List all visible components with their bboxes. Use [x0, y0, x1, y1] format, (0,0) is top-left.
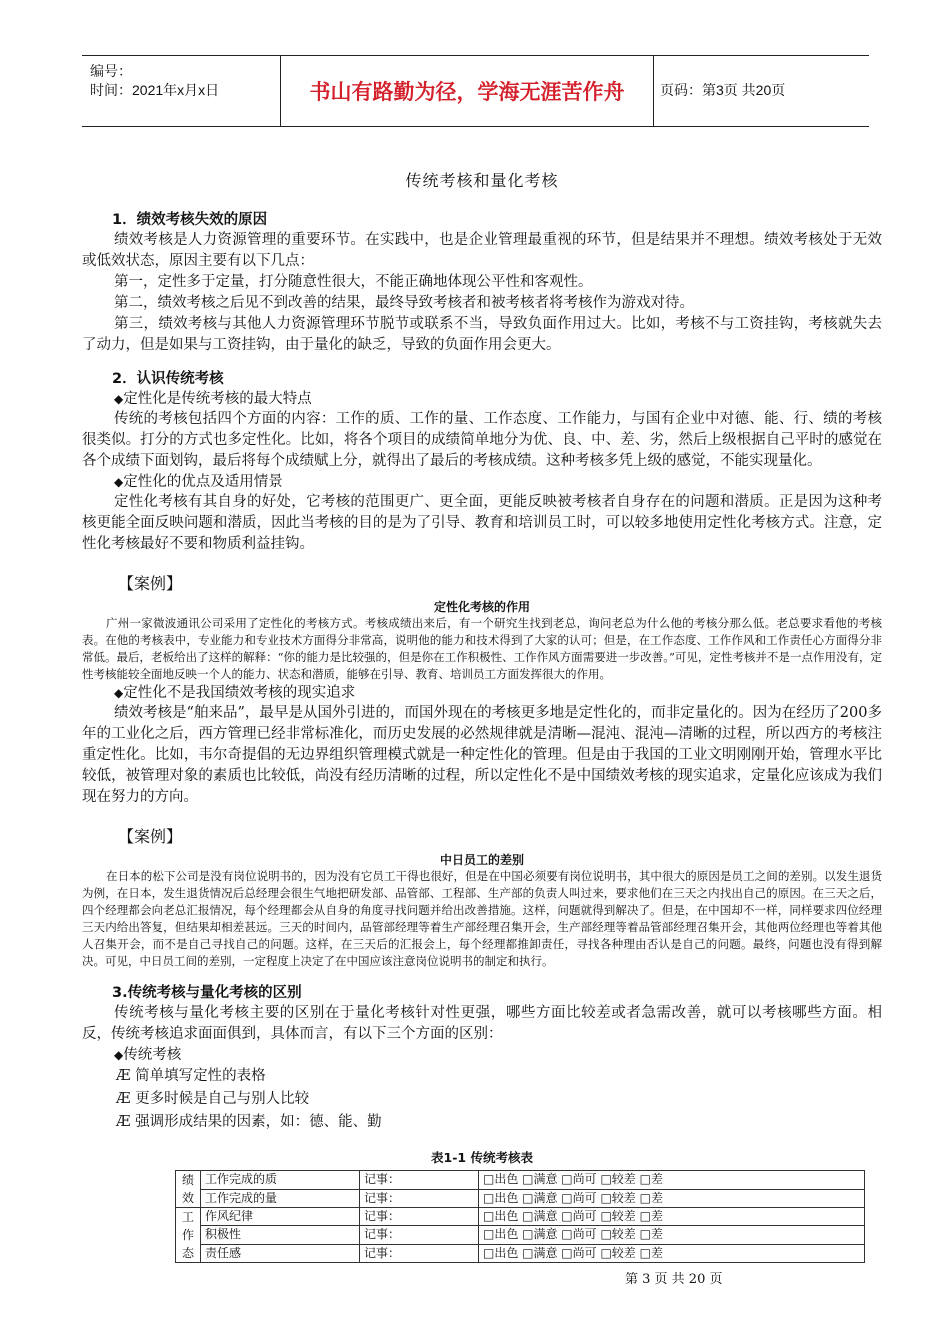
- note-cell: 记事：: [360, 1208, 479, 1226]
- item-cell: 工作完成的质: [201, 1171, 360, 1190]
- rating-cell: □出色 □满意 □尚可 □较差 □差: [479, 1171, 865, 1190]
- item-cell: 积极性: [201, 1226, 360, 1244]
- group-label: 绩效: [176, 1171, 201, 1208]
- section-2-paragraph: 传统的考核包括四个方面的内容：工作的质、工作的量、工作态度、工作能力，与国有企业中对德、能、行、绩的考核很类似。打分的方式也多定性化。比如，将各个项目的成绩简单地分为优、良、中、差、劣，然后上级根据自己平时的感觉在各个成绩下面划钩，最后将每个成绩赋上分，就得出了最后的考核成绩。这种考核多凭上级的感觉，不能实现量化。: [82, 411, 882, 469]
- table-row: [176, 1226, 865, 1244]
- bullet-item: ◆定性化的优点及适用情景: [114, 474, 283, 490]
- number-label: 编号：: [90, 63, 132, 79]
- document-body: [82, 168, 882, 1263]
- header-motto: 书山有路勤为径，学海无涯苦作舟: [280, 56, 654, 126]
- bullet-item: ◆定性化是传统考核的最大特点: [114, 391, 312, 407]
- table-caption: 表1-1 传统考核表: [431, 1150, 533, 1165]
- note-cell: 记事：: [360, 1244, 479, 1262]
- section-3-heading: 3.传统考核与量化考核的区别: [112, 985, 302, 1001]
- table-row: [176, 1171, 865, 1190]
- rating-cell: □出色 □满意 □尚可 □较差 □差: [479, 1208, 865, 1226]
- diamond-icon: ◆: [114, 686, 124, 700]
- page-label: 页码：第3页 共20页: [660, 82, 786, 98]
- ae-item: Æ 强调形成结果的因素，如：德、能、勤: [116, 1114, 382, 1130]
- section-1-paragraph: 第三，绩效考核与其他人力资源管理环节脱节或联系不当，导致负面作用过大。比如，考核不与工资挂钩，考核就失去了动力，但是如果与工资挂钩，由于量化的缺乏，导致的负面作用会更大。: [82, 316, 882, 353]
- section-1-paragraph: 第一，定性多于定量，打分随意性很大，不能正确地体现公平性和客观性。: [114, 274, 593, 290]
- note-cell: 记事：: [360, 1171, 479, 1190]
- header-meta: [90, 62, 280, 100]
- note-cell: 记事：: [360, 1226, 479, 1244]
- case-label: 【案例】: [118, 827, 183, 846]
- ae-item: Æ 简单填写定性的表格: [116, 1068, 266, 1084]
- diamond-icon: ◆: [114, 1048, 124, 1062]
- table-row: [176, 1189, 865, 1208]
- section-2-heading: 2．认识传统考核: [112, 371, 224, 387]
- group-label: 工作态: [176, 1208, 201, 1263]
- section-1-heading: 1．绩效考核失效的原因: [112, 212, 268, 228]
- item-cell: 工作完成的量: [201, 1189, 360, 1208]
- case-title: 中日员工的差别: [439, 853, 524, 867]
- section-3-paragraph: 传统考核与量化考核主要的区别在于量化考核针对性更强，哪些方面比较差或者急需改善，就可以考核哪些方面。相反，传统考核追求面面俱到，具体而言，有以下三个方面的区别：: [82, 1005, 882, 1042]
- ae-item: Æ 更多时候是自己与别人比较: [116, 1091, 310, 1107]
- rating-cell: □出色 □满意 □尚可 □较差 □差: [479, 1226, 865, 1244]
- item-cell: 作风纪律: [201, 1208, 360, 1226]
- doc-title: 传统考核和量化考核: [405, 171, 559, 190]
- diamond-icon: ◆: [114, 475, 124, 489]
- section-2-paragraph: 定性化考核有其自身的好处，它考核的范围更广、更全面，更能反映被考核者自身存在的问题和潜质。正是因为这种考核更能全面反映问题和潜质，因此当考核的目的是为了引导、教育和培训员工时，可以较多地使用定性化考核方式。注意，定性化考核最好不要和物质利益挂钩。: [82, 494, 882, 552]
- case-body: 广州一家微波通讯公司采用了定性化的考核方式。考核成绩出来后，有一个研究生找到老总，询问老总为什么他的考核分那么低。老总要求看他的考核表。在他的考核表中，专业能力和专业技术方面得分非常高，说明他的能力和技术得到了大家的认可；但是，在工作态度、工作作风和工作责任心方面得分非常低。最后，老板给出了这样的解释：“你的能力是比较强的，但是你在工作积极性、工作作风方面需要进一步改善。”可见，定性考核并不是一点作用没有，定性考核能较全面地反映一个人的能力、状态和潜质，能够在引导、教育、培训员工方面发挥很大的作用。: [82, 616, 882, 681]
- bullet-item: ◆定性化不是我国绩效考核的现实追求: [114, 685, 356, 701]
- case-label: 【案例】: [118, 574, 183, 593]
- section-1-paragraph: 绩效考核是人力资源管理的重要环节。在实践中，也是企业管理最重视的环节，但是结果并不理想。绩效考核处于无效或低效状态，原因主要有以下几点：: [82, 232, 882, 269]
- section-2-paragraph: 绩效考核是“舶来品”，最早是从国外引进的，而国外现在的考核更多地是定性化的，而非定量化的。因为在经历了200多年的工业化之后，西方管理已经非常标准化，而历史发展的必然规律就是清晰—混沌、混沌—清晰的过程，所以西方的考核注重定性化。比如，韦尔奇提倡的无边界组织管理模式就是一种定性化的管理。但是由于我国的工业文明刚刚开始，管理水平比较低，被管理对象的素质也比较低，尚没有经历清晰的过程，所以定性化不是中国绩效考核的现实追求，定量化应该成为我们现在努力的方向。: [82, 705, 882, 805]
- diamond-icon: ◆: [114, 392, 124, 406]
- page-header: [82, 55, 869, 127]
- ae-mark: Æ: [116, 1091, 131, 1107]
- case-title: 定性化考核的作用: [433, 600, 530, 614]
- bullet-item: ◆传统考核: [114, 1047, 182, 1063]
- section-1-paragraph: 第二，绩效考核之后见不到改善的结果，最终导致考核者和被考核者将考核作为游戏对待。: [114, 295, 694, 311]
- note-cell: 记事：: [360, 1189, 479, 1208]
- case-body: 在日本的松下公司是没有岗位说明书的，因为没有它员工干得也很好，但是在中国必须要有岗位说明书，其中很大的原因是员工之间的差别。以发生退货为例，在日本，发生退货情况后总经理会很生气地把研发部、品管部、工程部、生产部的负责人叫过来，要求他们在三天之内找出自己的原因。在三天之后，四个经理都会向老总汇报情况，每个经理都会从自身的角度寻找问题并给出改善措施。这样，问题就得到解决了。但是，在中国却不一样，同样要求四位经理三天内给出答复，但结果却相差甚远。三天的时间内，品管部经理等着生产部经理召集开会，生产部经理等着品管部经理召集开会，其他两位经理也等着其他人召集开会，而不是自己寻找自己的问题。这样，在三天后的汇报会上，每个经理都推卸责任，寻找各种理由否认是自己的问题。最终，问题也没有得到解决。可见，中日员工间的差别，一定程度上决定了在中国应该注意岗位说明书的制定和执行。: [82, 869, 882, 968]
- ae-mark: Æ: [116, 1114, 131, 1130]
- item-cell: 责任感: [201, 1244, 360, 1262]
- table-row: [176, 1208, 865, 1226]
- page-footer: 第 3 页 共 20 页: [625, 1272, 723, 1287]
- assessment-table: [175, 1170, 865, 1263]
- ae-mark: Æ: [116, 1068, 131, 1084]
- time-label: 时间：2021年x月x日: [90, 82, 220, 98]
- rating-cell: □出色 □满意 □尚可 □较差 □差: [479, 1189, 865, 1208]
- table-row: [176, 1244, 865, 1262]
- rating-cell: □出色 □满意 □尚可 □较差 □差: [479, 1244, 865, 1262]
